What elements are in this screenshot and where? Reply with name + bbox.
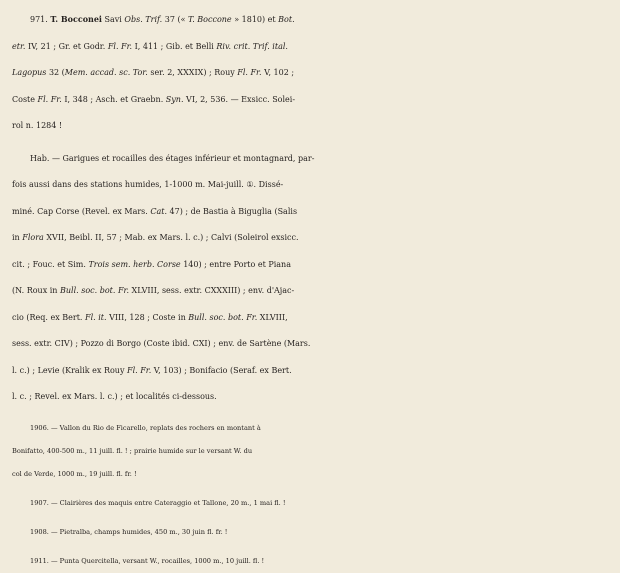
entry-text: 37 (« [162, 15, 189, 24]
entry-text: 32 ( [46, 68, 65, 77]
habitat-text: 47) ; de Bastia à Biguglia (Salis [167, 206, 298, 216]
entry-text: I, 348 ; Asch. et Graebn. [61, 94, 166, 104]
habitat-line-9 [12, 358, 611, 385]
habitat-text: XVII, Beibl. II, 57 ; Mab. ex Mars. l. c.) ; Calvi (Soleirol exsicc. [43, 233, 299, 242]
entry-line-4 [12, 87, 611, 114]
entry-text: IV, 21 ; Gr. et Godr. [25, 41, 108, 51]
observation-1908 [12, 521, 611, 544]
species-entry [12, 6, 611, 140]
habitat-text: XLVIII, sess. extr. CXXXIII) ; env. d'Ajac- [129, 286, 295, 295]
citation-title: Fl. it. [85, 312, 107, 322]
citation-title: Bot. [278, 15, 295, 24]
observation-line: 1908. — Pietralba, champs humides, 450 m., 30 juin fl. fr. ! [30, 527, 228, 536]
habitat-text: cit. ; Fouc. et Sim. [12, 259, 89, 269]
habitat-text: 140) ; entre Porto et Piana [180, 259, 291, 269]
habitat-text: l. c.) ; Levie (Kralik ex Rouy [12, 365, 128, 375]
habitat-line-3 [12, 199, 611, 226]
entry-text: I, 411 ; Gib. et Belli [132, 41, 217, 51]
entry-number: 971. [30, 15, 51, 24]
entry-text: ser. 2, XXXIX) ; Rouy [147, 68, 238, 77]
habitat-text: (N. Roux in [12, 286, 60, 295]
citation-title: Obs. Trif. [124, 15, 163, 24]
habitat-text: XLVIII, [257, 312, 288, 322]
habitat-line-5 [12, 252, 611, 279]
citation-title: Flora [22, 233, 44, 242]
observation-line: 1907. — Clairières des maquis entre Cateraggio et Tallone, 20 m., 1 mai fl. ! [30, 498, 286, 507]
habitat-paragraph [12, 146, 611, 411]
citation-title: Cat. [150, 206, 168, 216]
entry-text: V, 102 ; [261, 68, 295, 77]
observation-line: col de Verde, 1000 m., 19 juill. fl. fr. ! [12, 469, 137, 478]
habitat-line-10: l. c. ; Revel. ex Mars. l. c.) ; et localités ci-dessous. [12, 392, 217, 401]
observation-1906 [12, 417, 611, 486]
entry-text: Coste [12, 94, 38, 104]
entry-line-5: rol n. 1284 ! [12, 121, 63, 130]
observation-line: Bonifatto, 400-500 m., 11 juill. fl. ! ; prairie humide sur le versant W. du [12, 446, 253, 455]
citation-title: Fl. Fr. [37, 94, 62, 104]
habitat-line-1: Hab. — Garigues et rocailles des étages inférieur et montagnard, par- [30, 153, 315, 163]
species-name: T. Bocconei [50, 14, 102, 24]
citation-title: Trois sem. herb. Corse [88, 259, 181, 269]
entry-line-3 [12, 60, 611, 87]
observation-line: 1906. — Vallon du Rio de Ficarello, replats des rochers en montant à [30, 423, 261, 432]
entry-line-1 [12, 6, 611, 34]
citation-title: Bull. soc. bot. Fr. [60, 286, 129, 295]
observation-1911 [12, 550, 611, 573]
entry-text: VI, 2, 536. — Exsicc. Solei- [183, 94, 296, 104]
citation-title: etr. [12, 41, 26, 51]
habitat-text: miné. Cap Corse (Revel. ex Mars. [12, 206, 151, 216]
observation-1907 [12, 492, 611, 515]
citation-title: Lagopus [12, 68, 47, 77]
habitat-line-4 [12, 225, 611, 252]
citation-title: Bull. soc. bot. Fr. [188, 312, 258, 322]
habitat-text: in [12, 233, 23, 242]
entry-line-2 [12, 34, 611, 61]
habitat-text: V, 103) ; Bonifacio (Seraf. ex Bert. [151, 365, 292, 375]
citation-title: Syn. [165, 94, 184, 104]
citation-title: Mem. accad. sc. Tor. [64, 68, 148, 77]
habitat-text: cio (Req. ex Bert. [12, 312, 86, 322]
citation-title: Fl. Fr. [127, 365, 152, 375]
citation-title: Fl. Fr. [237, 68, 262, 77]
citation-title: T. Boccone [188, 15, 232, 24]
habitat-text: VIII, 128 ; Coste in [106, 312, 189, 322]
habitat-line-8: sess. extr. CIV) ; Pozzo di Borgo (Coste ibid. CXI) ; env. de Sartène (Mars. [12, 339, 311, 348]
entry-text: » 1810) et [231, 15, 279, 24]
entry-text: Savi [101, 15, 125, 24]
habitat-line-6 [12, 278, 611, 305]
habitat-line-2: fois aussi dans des stations humides, 1-1000 m. Mai-juill. ①. Dissé- [12, 180, 284, 189]
citation-title: Fl. Fr. [107, 41, 133, 51]
observation-line: 1911. — Punta Quercitella, versant W., rocailles, 1000 m., 10 juill. fl. ! [30, 556, 265, 565]
citation-title: Riv. crit. Trif. ital. [216, 41, 288, 51]
habitat-line-7 [12, 305, 611, 332]
